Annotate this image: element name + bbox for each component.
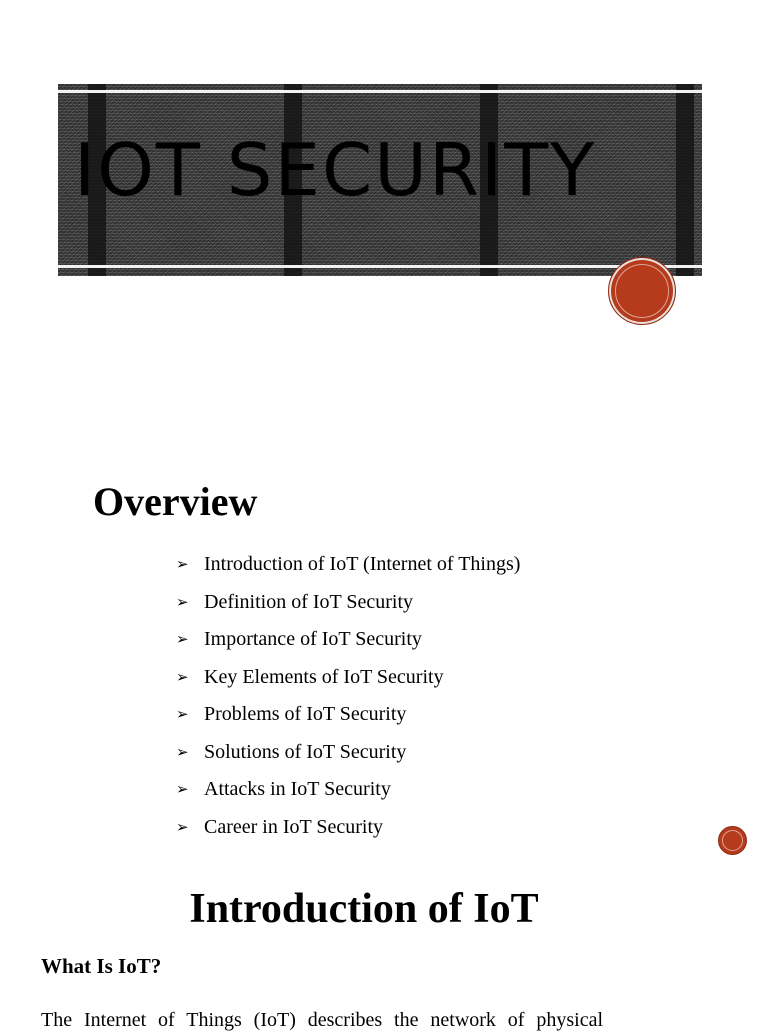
list-item: [176, 775, 520, 813]
list-item: [176, 588, 520, 626]
list-item-text: Importance of IoT Security: [204, 628, 422, 650]
decorative-circle-small: [718, 826, 747, 855]
list-item: [176, 813, 520, 851]
list-item: [176, 625, 520, 663]
banner-top-line: [58, 90, 702, 93]
list-item-text: Solutions of IoT Security: [204, 740, 407, 763]
arrow-bullet-icon: ➢: [176, 555, 189, 573]
introduction-paragraph: The Internet of Things (IoT) describes the network of physical: [41, 1009, 603, 1031]
arrow-bullet-icon: ➢: [176, 780, 189, 798]
list-item: [176, 738, 520, 776]
list-item-text: Definition of IoT Security: [204, 590, 414, 613]
list-item: [176, 663, 520, 701]
arrow-bullet-icon: ➢: [176, 592, 189, 611]
introduction-heading: Introduction of IoT: [189, 886, 539, 932]
arrow-bullet-icon: ➢: [176, 630, 189, 648]
list-item-text: Career in IoT Security: [204, 815, 384, 838]
arrow-bullet-icon: ➢: [176, 742, 189, 761]
list-item-text: Key Elements of IoT Security: [204, 665, 444, 688]
slide-title: IOT SECURITY: [74, 128, 597, 212]
arrow-bullet-icon: ➢: [176, 667, 189, 686]
arrow-bullet-icon: ➢: [176, 705, 189, 723]
arrow-bullet-icon: ➢: [176, 817, 189, 836]
what-is-iot-subheading: What Is IoT?: [41, 954, 162, 978]
banner-bottom-line: [58, 265, 702, 268]
overview-list: [176, 550, 520, 850]
overview-heading: Overview: [93, 479, 258, 524]
title-banner: [58, 84, 702, 276]
list-item: [176, 700, 520, 738]
decorative-circle-large: [608, 257, 676, 325]
list-item: [176, 550, 520, 588]
list-item-text: Introduction of IoT (Internet of Things): [204, 553, 521, 575]
list-item-text: Attacks in IoT Security: [204, 778, 391, 800]
list-item-text: Problems of IoT Security: [204, 703, 407, 725]
